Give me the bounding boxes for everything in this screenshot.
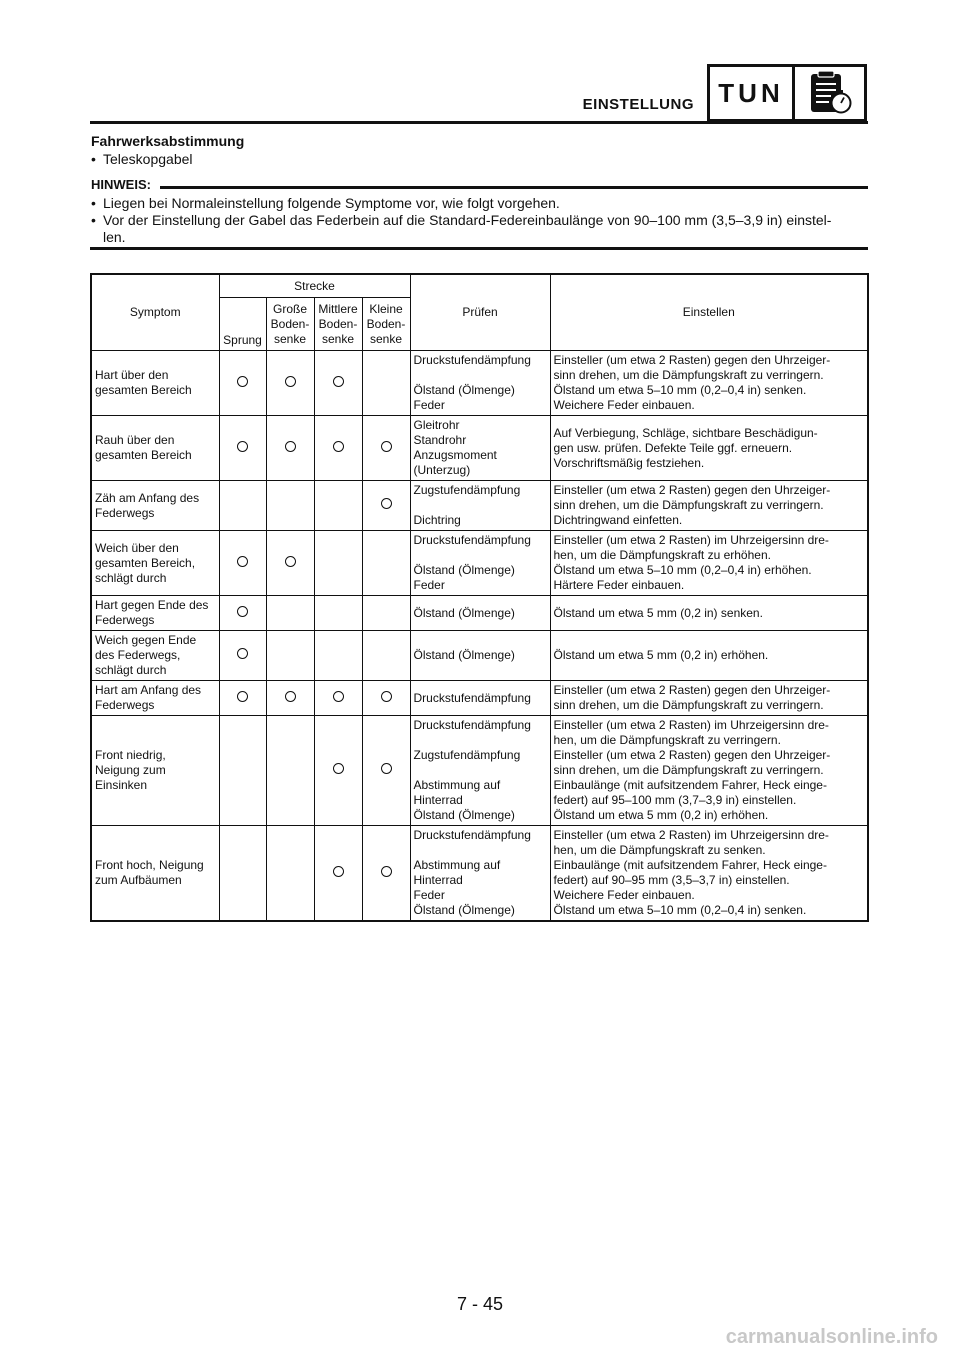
cell-pruefen: Druckstufendämpfung Ölstand (Ölmenge) Feder	[410, 351, 550, 416]
circle-mark-icon	[381, 498, 392, 509]
bullet-dot: •	[91, 151, 96, 167]
cell-sprung	[219, 416, 266, 481]
cell-sprung	[219, 826, 266, 922]
circle-mark-icon	[333, 763, 344, 774]
cell-symptom: Front niedrig, Neigung zum Einsinken	[91, 716, 219, 826]
circle-mark-icon	[285, 691, 296, 702]
watermark: carmanualsonline.info	[725, 1326, 938, 1348]
cell-einstellen: Ölstand um etwa 5 mm (0,2 in) senken.	[550, 596, 868, 631]
hinweis-item	[91, 195, 868, 212]
circle-mark-icon	[237, 376, 248, 387]
circle-mark-icon	[285, 556, 296, 567]
cell-pruefen: Druckstufendämpfung Abstimmung auf Hinterrad Feder Ölstand (Ölmenge)	[410, 826, 550, 922]
cell-sprung	[219, 531, 266, 596]
th-symptom: Symptom	[91, 274, 219, 351]
cell-mittlere	[314, 596, 362, 631]
cell-pruefen: Druckstufendämpfung	[410, 681, 550, 716]
circle-mark-icon	[381, 866, 392, 877]
table-row	[91, 681, 868, 716]
cell-sprung	[219, 681, 266, 716]
cell-kleine	[362, 531, 410, 596]
circle-mark-icon	[381, 691, 392, 702]
section-bullet	[91, 151, 193, 167]
cell-symptom: Rauh über den gesamten Bereich	[91, 416, 219, 481]
cell-grosse	[266, 631, 314, 681]
cell-einstellen: Einsteller (um etwa 2 Rasten) im Uhrzeigersinn dre- hen, um die Dämpfungskraft zu verringern. Einsteller (um etwa 2 Rasten) gegen den Uhrzeiger- sinn drehen, um die Dämpfungskraft zu verringern. Einbaulänge (mit aufsitzendem Fahrer, Heck einge- federt) auf 95–100 mm (3,7–3,9 in) einstellen. Ölstand um etwa 5 mm (0,2 in) erhöhen.	[550, 716, 868, 826]
cell-kleine	[362, 681, 410, 716]
cell-mittlere	[314, 351, 362, 416]
th-sprung: Sprung	[219, 298, 266, 351]
header-badge	[707, 64, 867, 122]
cell-pruefen: Ölstand (Ölmenge)	[410, 596, 550, 631]
cell-sprung	[219, 631, 266, 681]
hinweis-rule	[160, 186, 868, 189]
cell-sprung	[219, 596, 266, 631]
cell-mittlere	[314, 416, 362, 481]
cell-einstellen: Einsteller (um etwa 2 Rasten) im Uhrzeigersinn dre- hen, um die Dämpfungskraft zu erhöhen. Ölstand um etwa 5–10 mm (0,2–0,4 in) erhöhen. Härtere Feder einbauen.	[550, 531, 868, 596]
section-bullet-text: Teleskopgabel	[103, 151, 193, 167]
th-mittlere: Mittlere Boden- senke	[314, 298, 362, 351]
circle-mark-icon	[381, 763, 392, 774]
cell-pruefen: Druckstufendämpfung Zugstufendämpfung Abstimmung auf Hinterrad Ölstand (Ölmenge)	[410, 716, 550, 826]
cell-pruefen: Gleitrohr Standrohr Anzugsmoment (Unterzug)	[410, 416, 550, 481]
circle-mark-icon	[333, 441, 344, 452]
cell-symptom: Front hoch, Neigung zum Aufbäumen	[91, 826, 219, 922]
checklist-stopwatch-icon	[795, 67, 864, 119]
th-kleine: Kleine Boden- senke	[362, 298, 410, 351]
cell-pruefen: Zugstufendämpfung Dichtring	[410, 481, 550, 531]
cell-kleine	[362, 351, 410, 416]
cell-einstellen: Einsteller (um etwa 2 Rasten) gegen den Uhrzeiger- sinn drehen, um die Dämpfungskraft zu verringern. Dichtringwand einfetten.	[550, 481, 868, 531]
cell-sprung	[219, 351, 266, 416]
cell-pruefen: Druckstufendämpfung Ölstand (Ölmenge) Feder	[410, 531, 550, 596]
th-pruefen: Prüfen	[410, 274, 550, 351]
cell-symptom: Hart über den gesamten Bereich	[91, 351, 219, 416]
cell-mittlere	[314, 826, 362, 922]
cell-kleine	[362, 481, 410, 531]
table-header-row	[91, 274, 868, 298]
table-row	[91, 826, 868, 922]
table-row	[91, 481, 868, 531]
cell-einstellen: Einsteller (um etwa 2 Rasten) gegen den Uhrzeiger- sinn drehen, um die Dämpfungskraft zu verringern. Ölstand um etwa 5–10 mm (0,2–0,4 in) senken. Weichere Feder einbauen.	[550, 351, 868, 416]
cell-sprung	[219, 481, 266, 531]
cell-grosse	[266, 481, 314, 531]
hinweis-list	[91, 195, 868, 246]
th-einstellen: Einstellen	[550, 274, 868, 351]
cell-kleine	[362, 631, 410, 681]
cell-einstellen: Auf Verbiegung, Schläge, sichtbare Beschädigun- gen usw. prüfen. Defekte Teile ggf. erneuern. Vorschriftsmäßig festziehen.	[550, 416, 868, 481]
cell-mittlere	[314, 631, 362, 681]
table-row	[91, 596, 868, 631]
circle-mark-icon	[237, 606, 248, 617]
hinweis-item	[91, 212, 868, 246]
cell-einstellen: Einsteller (um etwa 2 Rasten) im Uhrzeigersinn dre- hen, um die Dämpfungskraft zu senken. Einbaulänge (mit aufsitzendem Fahrer, Heck einge- federt) auf 90–95 mm (3,5–3,7 in) einstellen. Weichere Feder einbauen. Ölstand um etwa 5–10 mm (0,2–0,4 in) senken.	[550, 826, 868, 922]
cell-einstellen: Ölstand um etwa 5 mm (0,2 in) erhöhen.	[550, 631, 868, 681]
cell-symptom: Weich gegen Ende des Federwegs, schlägt durch	[91, 631, 219, 681]
tuning-table	[90, 273, 869, 922]
header-title: EINSTELLUNG	[582, 96, 694, 113]
cell-kleine	[362, 416, 410, 481]
cell-mittlere	[314, 531, 362, 596]
cell-symptom: Hart am Anfang des Federwegs	[91, 681, 219, 716]
table-row	[91, 631, 868, 681]
table-row	[91, 716, 868, 826]
hinweis-item-text: Vor der Einstellung der Gabel das Federbein auf die Standard-Federeinbaulänge von 90–100 mm (3,5–3,9 in) einstel- len.	[103, 212, 832, 245]
cell-sprung	[219, 716, 266, 826]
cell-mittlere	[314, 481, 362, 531]
cell-grosse	[266, 416, 314, 481]
cell-kleine	[362, 716, 410, 826]
circle-mark-icon	[285, 441, 296, 452]
cell-grosse	[266, 716, 314, 826]
cell-grosse	[266, 826, 314, 922]
header-rule	[90, 121, 868, 124]
circle-mark-icon	[237, 441, 248, 452]
cell-grosse	[266, 531, 314, 596]
cell-symptom: Weich über den gesamten Bereich, schlägt durch	[91, 531, 219, 596]
page-number: 7 - 45	[456, 1294, 504, 1314]
circle-mark-icon	[237, 648, 248, 659]
table-row	[91, 531, 868, 596]
circle-mark-icon	[333, 866, 344, 877]
hinweis-item-text: Liegen bei Normaleinstellung folgende Symptome vor, wie folgt vorgehen.	[103, 195, 560, 211]
cell-symptom: Hart gegen Ende des Federwegs	[91, 596, 219, 631]
circle-mark-icon	[237, 691, 248, 702]
cell-grosse	[266, 596, 314, 631]
th-grosse: Große Boden- senke	[266, 298, 314, 351]
cell-symptom: Zäh am Anfang des Federwegs	[91, 481, 219, 531]
cell-einstellen: Einsteller (um etwa 2 Rasten) gegen den Uhrzeiger- sinn drehen, um die Dämpfungskraft zu verringern.	[550, 681, 868, 716]
cell-kleine	[362, 596, 410, 631]
bullet-dot: •	[91, 195, 96, 211]
cell-grosse	[266, 351, 314, 416]
cell-kleine	[362, 826, 410, 922]
table-row	[91, 351, 868, 416]
cell-mittlere	[314, 716, 362, 826]
table-row	[91, 416, 868, 481]
bullet-dot: •	[91, 212, 96, 228]
circle-mark-icon	[333, 691, 344, 702]
circle-mark-icon	[285, 376, 296, 387]
circle-mark-icon	[333, 376, 344, 387]
circle-mark-icon	[237, 556, 248, 567]
circle-mark-icon	[381, 441, 392, 452]
hinweis-end-rule	[90, 247, 868, 250]
hinweis-label: HINWEIS:	[91, 177, 151, 192]
header-code: TUN	[710, 67, 795, 119]
cell-pruefen: Ölstand (Ölmenge)	[410, 631, 550, 681]
cell-mittlere	[314, 681, 362, 716]
cell-grosse	[266, 681, 314, 716]
th-strecke: Strecke	[219, 274, 410, 298]
section-title: Fahrwerksabstimmung	[91, 133, 245, 149]
